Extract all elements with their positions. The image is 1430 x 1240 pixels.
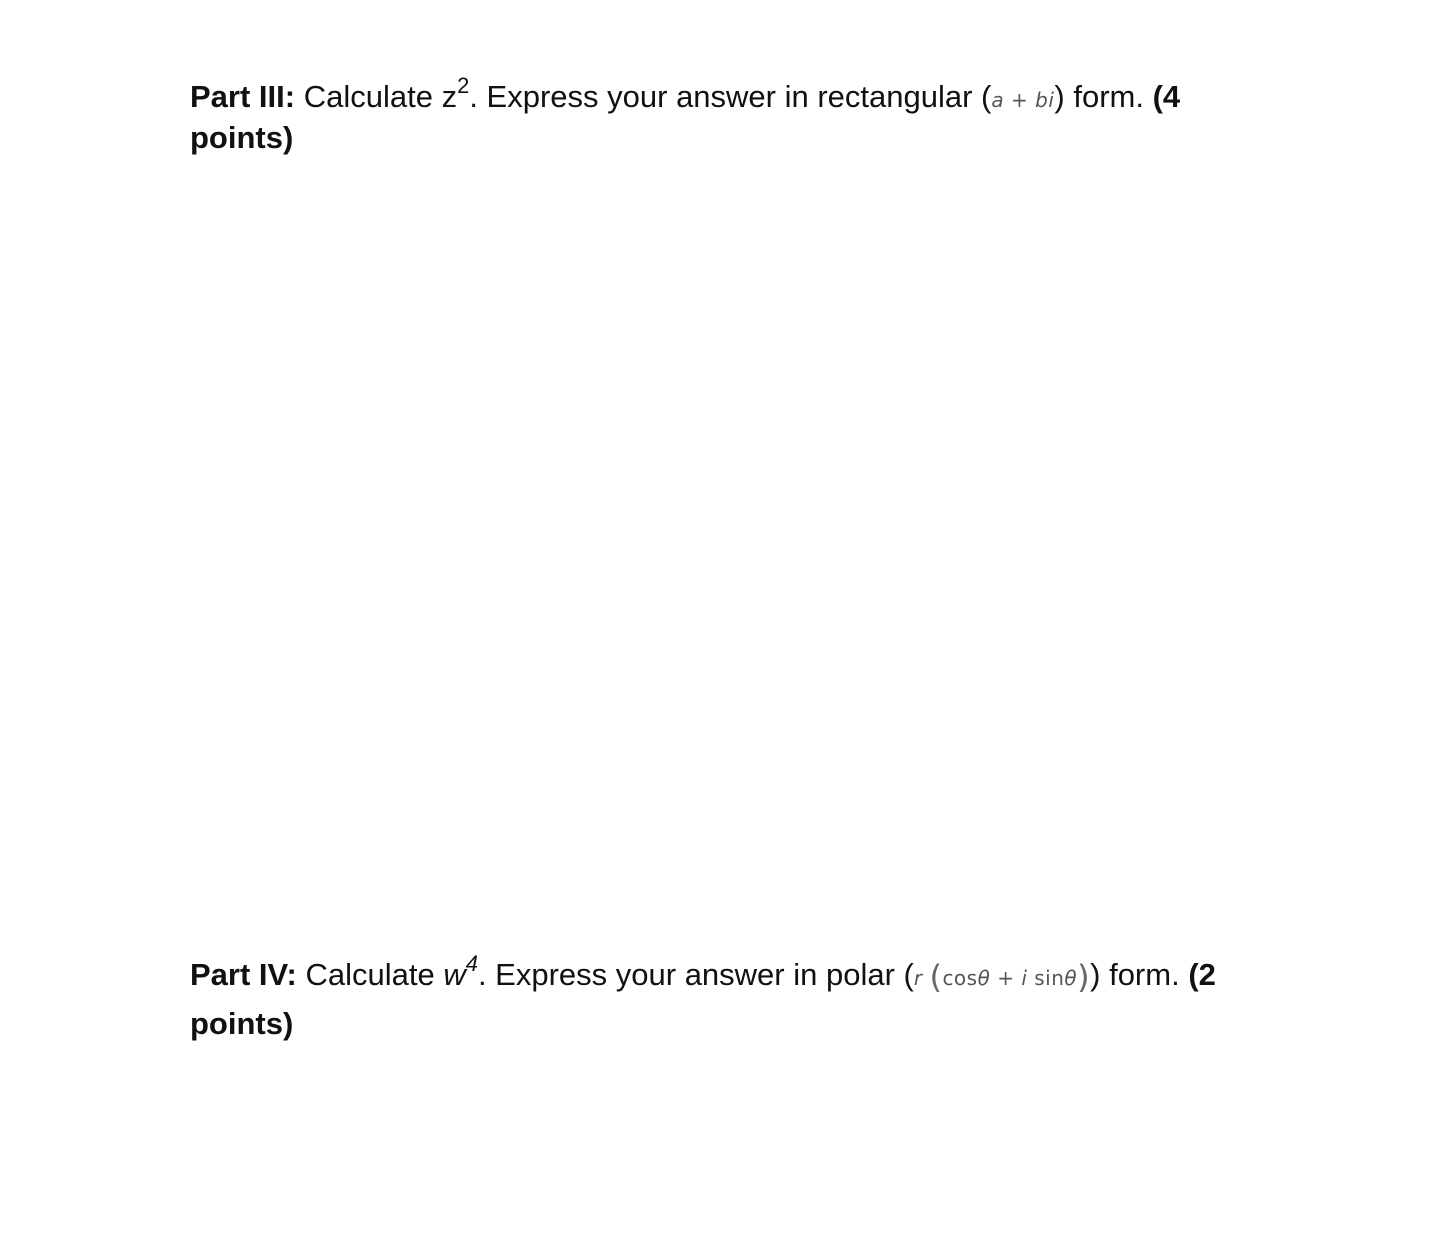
math-theta: θ xyxy=(1064,966,1078,990)
part-iv-label: Part IV: xyxy=(190,957,297,992)
math-cos: cos xyxy=(942,966,978,990)
rectangular-form-expression xyxy=(991,88,1054,112)
part-iv-question xyxy=(190,952,1290,1047)
part-iv-exponent: 4 xyxy=(465,951,478,976)
part-iv-points: (2 points) xyxy=(190,957,1216,1041)
math-theta: θ xyxy=(977,966,991,990)
part-iii-points: (4 points) xyxy=(190,79,1181,155)
part-iii-text-after: ) form. xyxy=(1054,79,1144,114)
part-iii-text-middle: . Express your answer in rectangular ( xyxy=(469,79,992,114)
part-iv-text-before: Calculate xyxy=(305,957,444,992)
math-open-paren: ( xyxy=(929,958,943,996)
part-iii-text-before: Calculate z xyxy=(303,79,458,114)
math-plus: + xyxy=(1011,88,1029,112)
math-r: r xyxy=(913,966,923,990)
part-iv-text-after: ) form. xyxy=(1090,957,1180,992)
part-iii-question xyxy=(190,73,1290,157)
part-iii-exponent: 2 xyxy=(457,73,470,98)
part-iv-variable: w xyxy=(443,957,466,992)
math-plus: + xyxy=(997,966,1015,990)
polar-form-expression xyxy=(913,958,1091,996)
part-iii-label: Part III: xyxy=(190,79,296,114)
math-close-paren: ) xyxy=(1077,958,1091,996)
math-bi: bi xyxy=(1035,88,1055,112)
math-sin: sin xyxy=(1034,966,1065,990)
math-i: i xyxy=(1021,966,1028,990)
math-a: a xyxy=(991,88,1005,112)
part-iv-text-middle: . Express your answer in polar ( xyxy=(477,957,914,992)
